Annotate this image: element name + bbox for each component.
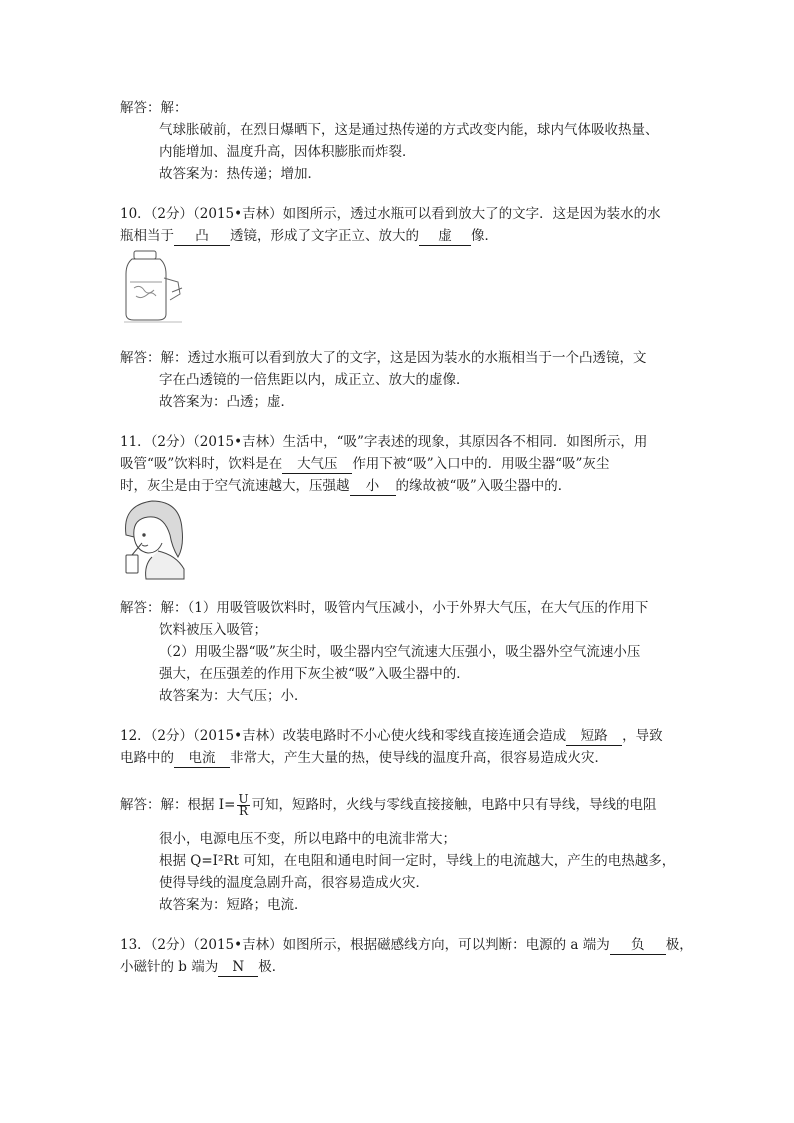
q12-answer-line-4: 使得导线的温度急剧升高，很容易造成火灾． [159,875,429,891]
girl-drinking-illustration [118,495,190,581]
q11-answer-line-4: 强大，在压强差的作用下灰尘被“吸”入吸尘器中的． [159,666,470,682]
q10-answer-line-2: 字在凸透镜的一倍焦距以内，成正立、放大的虚像． [159,372,470,388]
q13-question-line-1: 13．（2分）（2015•吉林）如图所示，根据磁感线方向，可以判断：电源的 a 端为 负 极， [120,937,693,953]
q11-answer-line-1: 解答：解：（1）用吸管吸饮料时，吸管内气压减小，小于外界大气压，在大气压的作用下 [120,600,649,616]
q9-answer-label: 解答：解： [120,100,188,116]
q11-blank-2: 小 [350,477,396,496]
q12-question-line-1: 12．（2分）（2015•吉林）改装电路时不小心使火线和零线直接连通会造成 短路 ，导致 [120,728,663,744]
water-bottle-illustration [120,248,186,326]
q10-question-line-2: 瓶相当于 凸 透镜，形成了文字正立、放大的 虚 像． [120,228,498,244]
q11-answer-line-3: （2）用吸尘器“吸”灰尘时，吸尘器内空气流速大压强小，吸尘器外空气流速小压 [159,644,641,660]
q9-answer-line-3: 故答案为：热传递；增加． [159,166,321,182]
q10-answer-line-3: 故答案为：凸透；虚． [159,394,294,410]
q10-answer-line-1: 解答：解：透过水瓶可以看到放大了的文字，这是因为装水的水瓶相当于一个凸透镜，文 [120,350,647,366]
q13-blank-2: N [218,958,258,977]
q13-question-line-2: 小磁针的 b 端为 N 极． [120,959,286,975]
q12-question-line-2: 电路中的 电流 非常大，产生大量的热，使导线的温度升高，很容易造成火灾． [120,750,608,766]
q10-question-line-1: 10．（2分）（2015•吉林）如图所示，透过水瓶可以看到放大了的文字．这是因为装水的水 [120,206,661,222]
q11-question-line-3: 时，灰尘是由于空气流速越大，压强越 小 的缘故被“吸”入吸尘器中的． [120,478,572,494]
q12-blank-2: 电流 [174,749,230,768]
q12-answer-line-2: 很小，电源电压不变，所以电路中的电流非常大； [159,831,456,847]
q13-blank-1: 负 [610,936,666,955]
q12-answer-line-5: 故答案为：短路；电流． [159,897,308,913]
q11-blank-1: 大气压 [282,455,352,474]
q11-answer-line-5: 故答案为：大气压；小． [159,688,308,704]
q12-answer-line-1: 解答：解：根据 I= $\frac{U}{R}$ 可知，短路时，火线与零线直接接触，电路中只有导线，导线的电阻 [120,792,657,818]
u-over-r-fraction: $\frac{U}{R}$ [238,792,249,818]
q11-question-line-2: 吸管“吸”饮料时，饮料是在 大气压 作用下被“吸”入口中的．用吸尘器“吸”灰尘 [120,456,610,472]
q11-question-line-1: 11．（2分）（2015•吉林）生活中，“吸”字表述的现象，其原因各不相同．如图所示，用 [120,434,648,450]
q12-answer-line-3: 根据 Q=I²Rt 可知，在电阻和通电时间一定时，导线上的电流越大，产生的电热越多， [159,853,676,869]
q10-blank-1: 凸 [174,227,230,246]
q12-blank-1: 短路 [566,727,622,746]
q9-answer-line-2: 内能增加、温度升高，因体积膨胀而炸裂． [159,144,416,160]
q11-answer-line-2: 饮料被压入吸管； [159,622,267,638]
q9-answer-line-1: 气球胀破前，在烈日爆晒下，这是通过热传递的方式改变内能，球内气体吸收热量、 [159,122,659,138]
q10-blank-2: 虚 [419,227,471,246]
